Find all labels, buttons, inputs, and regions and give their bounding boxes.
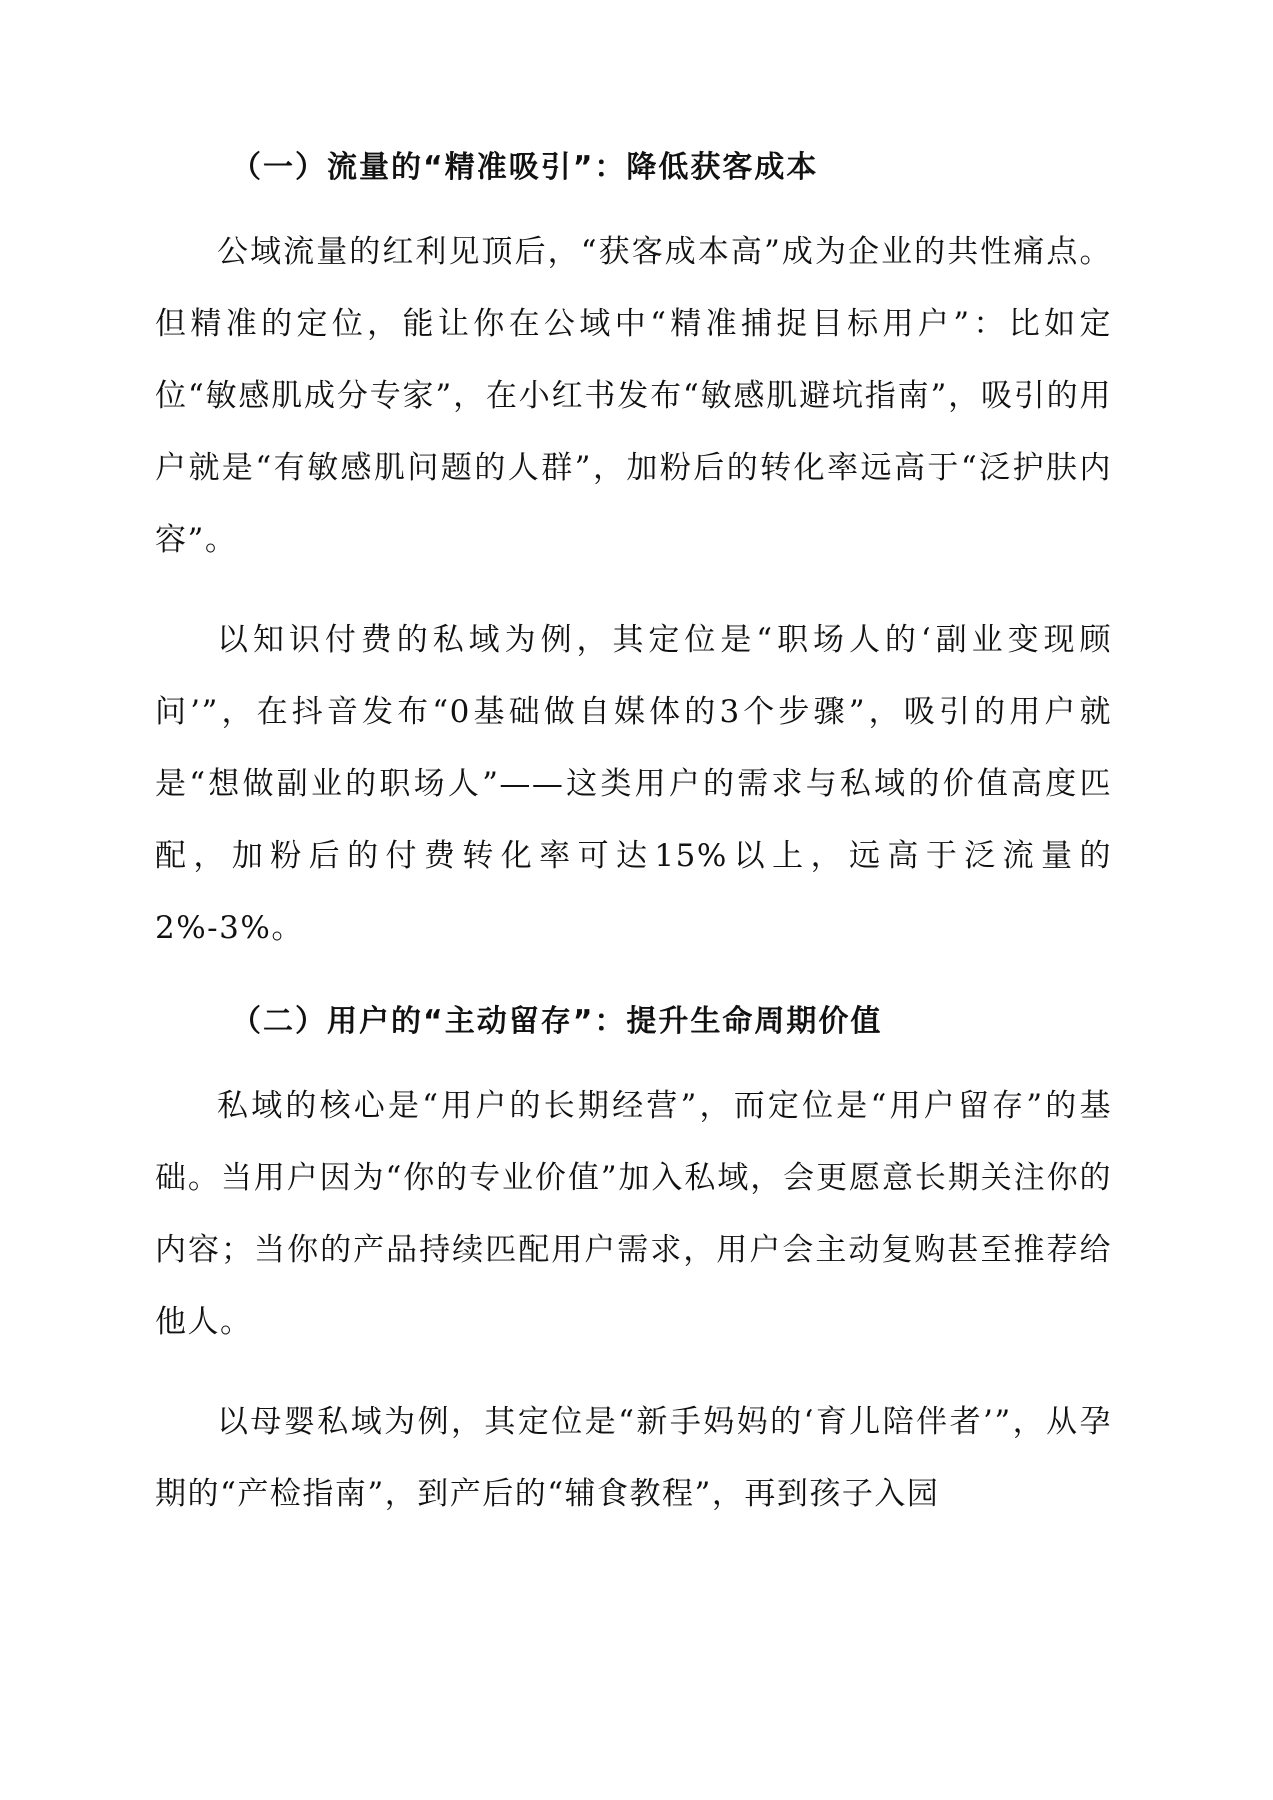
paragraph-4: 以母婴私域为例，其定位是“新手妈妈的‘育儿陪伴者’”，从孕期的“产检指南”，到产后的“辅食教程”，再到孩子入园 [155, 1404, 1112, 1512]
page-content [155, 148, 1112, 1530]
paragraph-3: 私域的核心是“用户的长期经营”，而定位是“用户留存”的基础。当用户因为“你的专业价值”加入私域，会更愿意长期关注你的内容；当你的产品持续匹配用户需求，用户会主动复购甚至推荐给他人。 [155, 1088, 1112, 1340]
paragraph-2: 以知识付费的私域为例，其定位是“职场人的‘副业变现顾问’”，在抖音发布“0基础做自媒体的3个步骤”，吸引的用户就是“想做副业的职场人”——这类用户的需求与私域的价值高度匹配，加粉后的付费转化率可达15%以上，远高于泛流量的2%-3%。 [155, 622, 1112, 946]
paragraph-1: 公域流量的红利见顶后，“获客成本高”成为企业的共性痛点。但精准的定位，能让你在公域中“精准捕捉目标用户”：比如定位“敏感肌成分专家”，在小红书发布“敏感肌避坑指南”，吸引的用户就是“有敏感肌问题的人群”，加粉后的转化率远高于“泛护肤内容”。 [155, 234, 1112, 558]
section-heading-2: （二）用户的“主动留存”：提升生命周期价值 [231, 1004, 883, 1039]
section-heading-1: （一）流量的“精准吸引”：降低获客成本 [231, 150, 819, 185]
